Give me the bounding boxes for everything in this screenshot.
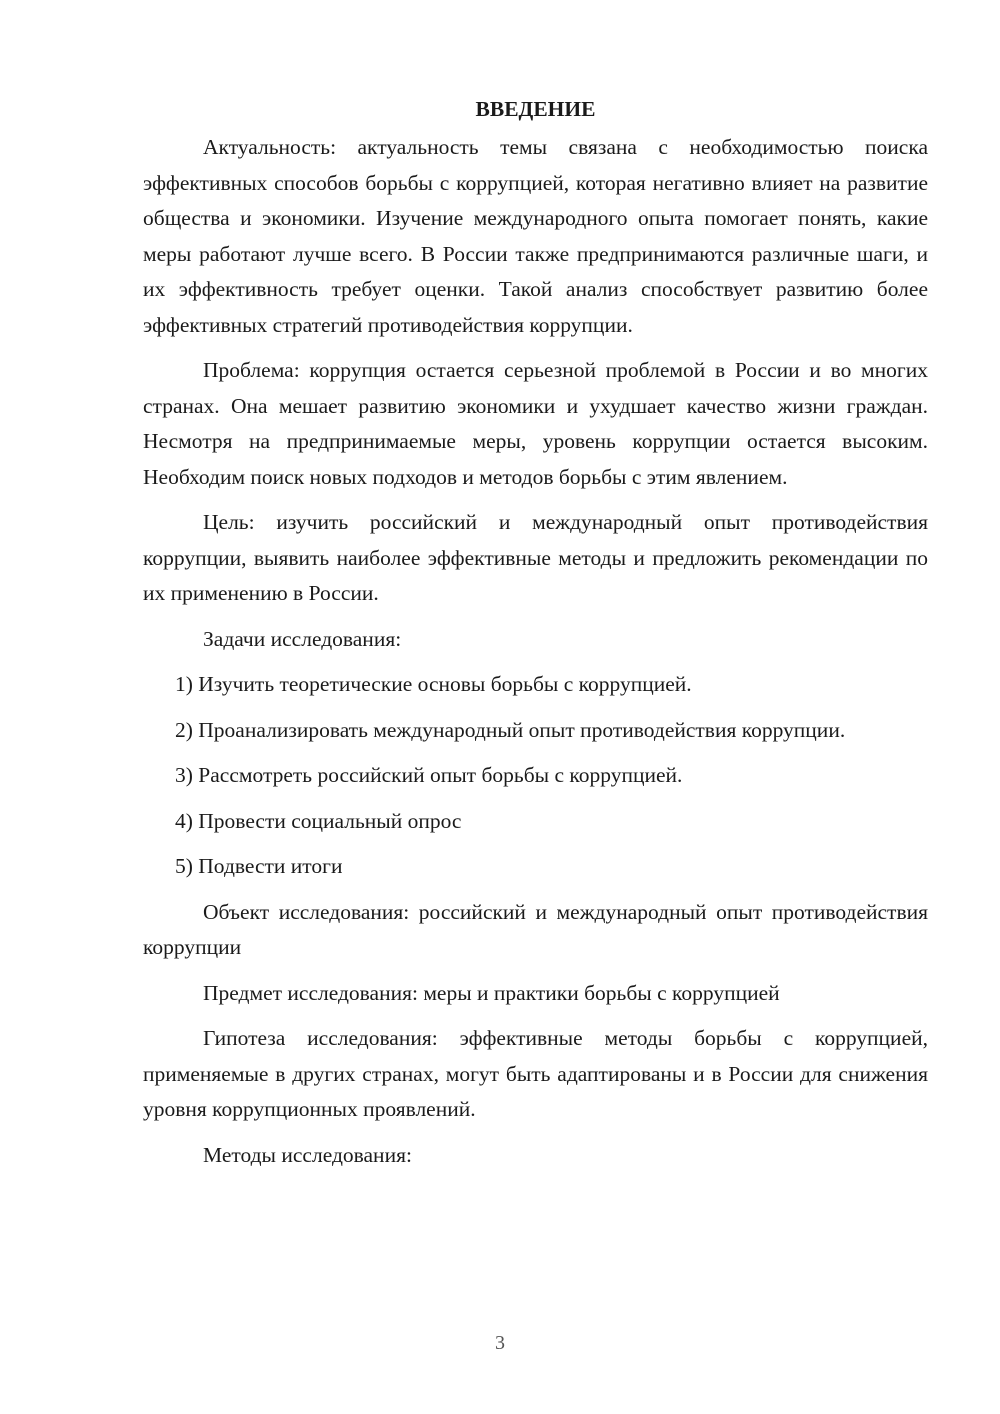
document-page <box>143 94 928 1183</box>
paragraph-subject: Предмет исследования: меры и практики борьбы с коррупцией <box>203 980 780 1005</box>
paragraph-relevance: Актуальность: актуальность темы связана с необходимостью поиска эффективных способов борьбы с коррупцией, которая негативно влияет на развитие общества и экономики. Изучение международного опыта помогает понять, какие меры работают лучше всего. В России также предпринимаются различные шаги, и их эффективность требует оценки. Такой анализ способствует развитию более эффективных стратегий противодействия коррупции. <box>143 135 928 337</box>
paragraph-tasks-heading: Задачи исследования: <box>203 626 402 651</box>
paragraph-goal: Цель: изучить российский и международный опыт противодействия коррупции, выявить наиболее эффективные методы и предложить рекомендации по их применению в России. <box>143 510 928 605</box>
list-item-task-3: 3) Рассмотреть российский опыт борьбы с коррупцией. <box>175 763 683 787</box>
paragraph-methods-heading: Методы исследования: <box>203 1142 412 1167</box>
list-item-task-5: 5) Подвести итоги <box>175 854 343 878</box>
paragraph-problem: Проблема: коррупция остается серьезной проблемой в России и во многих странах. Она мешает развитию экономики и ухудшает качество жизни граждан. Несмотря на предпринимаемые меры, уровень коррупции остается высоким. Необходим поиск новых подходов и методов борьбы с этим явлением. <box>143 358 928 489</box>
paragraph-hypothesis: Гипотеза исследования: эффективные методы борьбы с коррупцией, применяемые в других странах, могут быть адаптированы и в России для снижения уровня коррупционных проявлений. <box>143 1026 928 1121</box>
page-number: 3 <box>495 1332 505 1354</box>
list-item-task-2: 2) Проанализировать международный опыт противодействия коррупции. <box>175 717 846 742</box>
paragraph-object: Объект исследования: российский и международный опыт противодействия коррупции <box>143 899 928 959</box>
list-item-task-4: 4) Провести социальный опрос <box>175 808 462 833</box>
list-item-task-1: 1) Изучить теоретические основы борьбы с коррупцией. <box>175 672 692 696</box>
section-title: ВВЕДЕНИЕ <box>475 97 596 121</box>
